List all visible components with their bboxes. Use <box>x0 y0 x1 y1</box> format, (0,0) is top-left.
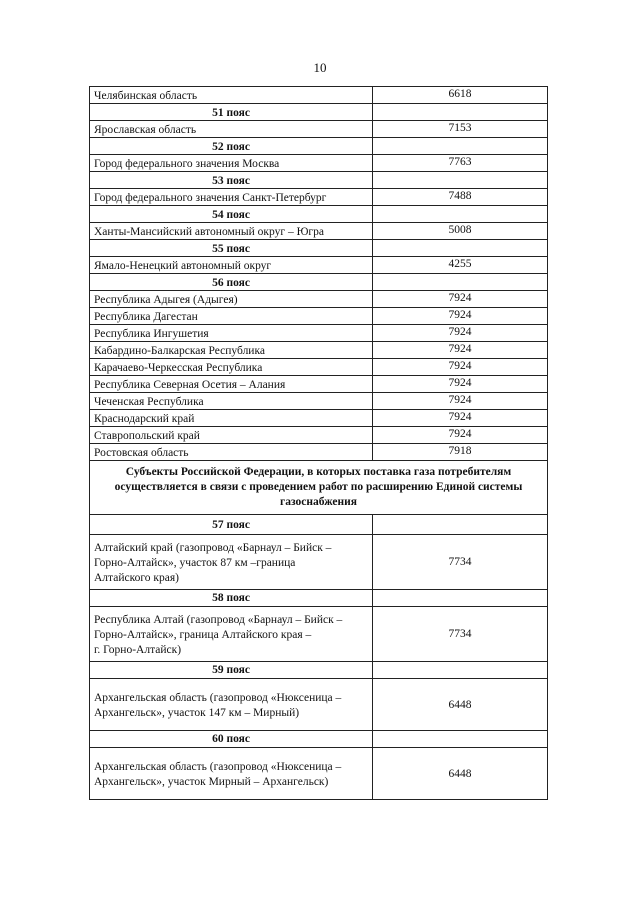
table-row <box>90 393 548 410</box>
region-line: Архангельск», участок Мирный – Архангельск) <box>94 776 329 788</box>
region-name: Город федерального значения Москва <box>90 155 373 172</box>
belt-row <box>90 240 548 257</box>
region-name: Краснодарский край <box>90 410 373 427</box>
belt-row <box>90 590 548 607</box>
region-name: Ставропольский край <box>90 427 373 444</box>
belt-label: 58 пояс <box>90 590 373 607</box>
price-value: 7918 <box>373 444 548 461</box>
table-row <box>90 189 548 206</box>
region-name <box>90 679 373 731</box>
table-row <box>90 679 548 731</box>
price-value: 7153 <box>373 121 548 138</box>
belt-row <box>90 515 548 535</box>
section-heading-line: осуществляется в связи с проведением работ по расширению Единой системы <box>114 481 523 493</box>
empty-cell <box>373 206 548 223</box>
table-row <box>90 748 548 800</box>
belt-row <box>90 172 548 189</box>
price-value: 7924 <box>373 376 548 393</box>
table-row <box>90 444 548 461</box>
empty-cell <box>373 138 548 155</box>
section-heading-line: газоснабжения <box>280 496 357 508</box>
region-name <box>90 535 373 590</box>
price-value: 7924 <box>373 325 548 342</box>
price-value: 7924 <box>373 291 548 308</box>
belt-label: 55 пояс <box>90 240 373 257</box>
empty-cell <box>373 172 548 189</box>
region-line: Алтайский край (газопровод «Барнаул – Бийск – <box>94 542 332 554</box>
belt-row <box>90 138 548 155</box>
table-row <box>90 607 548 662</box>
section-heading-line: Субъекты Российской Федерации, в которых поставка газа потребителям <box>125 466 512 478</box>
price-value: 6618 <box>373 87 548 104</box>
table-row <box>90 535 548 590</box>
table-row <box>90 155 548 172</box>
gas-price-table <box>89 86 548 800</box>
price-value: 6448 <box>373 679 548 731</box>
empty-cell <box>373 731 548 748</box>
belt-label: 59 пояс <box>90 662 373 679</box>
price-value: 5008 <box>373 223 548 240</box>
belt-row <box>90 274 548 291</box>
region-line: Архангельск», участок 147 км – Мирный) <box>94 707 300 719</box>
empty-cell <box>373 274 548 291</box>
price-value: 6448 <box>373 748 548 800</box>
table-row <box>90 325 548 342</box>
price-value: 7924 <box>373 410 548 427</box>
empty-cell <box>373 515 548 535</box>
region-name: Чеченская Республика <box>90 393 373 410</box>
region-name: Город федерального значения Санкт-Петербург <box>90 189 373 206</box>
price-value: 7924 <box>373 393 548 410</box>
table-row <box>90 410 548 427</box>
table-row <box>90 342 548 359</box>
belt-row <box>90 731 548 748</box>
price-value: 7488 <box>373 189 548 206</box>
table-row <box>90 376 548 393</box>
region-name: Ярославская область <box>90 121 373 138</box>
table-row <box>90 87 548 104</box>
region-name: Челябинская область <box>90 87 373 104</box>
price-value: 7924 <box>373 308 548 325</box>
belt-row <box>90 662 548 679</box>
region-name: Ханты-Мансийский автономный округ – Югра <box>90 223 373 240</box>
belt-label: 54 пояс <box>90 206 373 223</box>
table-row <box>90 308 548 325</box>
empty-cell <box>373 240 548 257</box>
region-name: Республика Адыгея (Адыгея) <box>90 291 373 308</box>
table-row <box>90 223 548 240</box>
region-line: Горно-Алтайск», граница Алтайского края – <box>94 629 312 641</box>
region-line: Республика Алтай (газопровод «Барнаул – Бийск – <box>94 614 343 626</box>
price-value: 7734 <box>373 535 548 590</box>
belt-label: 52 пояс <box>90 138 373 155</box>
belt-row <box>90 206 548 223</box>
region-line: Архангельская область (газопровод «Нюксеница – <box>94 692 342 704</box>
price-value: 7763 <box>373 155 548 172</box>
region-line: г. Горно-Алтайск) <box>94 644 182 656</box>
empty-cell <box>373 104 548 121</box>
region-name <box>90 607 373 662</box>
region-name: Кабардино-Балкарская Республика <box>90 342 373 359</box>
region-name: Ямало-Ненецкий автономный округ <box>90 257 373 274</box>
belt-label: 56 пояс <box>90 274 373 291</box>
table-row <box>90 427 548 444</box>
belt-label: 60 пояс <box>90 731 373 748</box>
empty-cell <box>373 662 548 679</box>
price-value: 7924 <box>373 427 548 444</box>
region-line: Алтайского края) <box>94 572 179 584</box>
region-line: Горно-Алтайск», участок 87 км –граница <box>94 557 296 569</box>
empty-cell <box>373 590 548 607</box>
table-row <box>90 291 548 308</box>
region-name: Карачаево-Черкесская Республика <box>90 359 373 376</box>
price-value: 7734 <box>373 607 548 662</box>
region-line: Архангельская область (газопровод «Нюксеница – <box>94 761 342 773</box>
region-name: Республика Северная Осетия – Алания <box>90 376 373 393</box>
price-value: 7924 <box>373 359 548 376</box>
section-heading <box>90 461 548 515</box>
table-row <box>90 257 548 274</box>
page-number: 10 <box>313 60 327 75</box>
price-value: 7924 <box>373 342 548 359</box>
region-name: Республика Дагестан <box>90 308 373 325</box>
belt-label: 51 пояс <box>90 104 373 121</box>
belt-row <box>90 104 548 121</box>
belt-label: 57 пояс <box>90 515 373 535</box>
section-heading-row <box>90 461 548 515</box>
region-name <box>90 748 373 800</box>
price-value: 4255 <box>373 257 548 274</box>
region-name: Республика Ингушетия <box>90 325 373 342</box>
region-name: Ростовская область <box>90 444 373 461</box>
table-row <box>90 121 548 138</box>
belt-label: 53 пояс <box>90 172 373 189</box>
table-row <box>90 359 548 376</box>
